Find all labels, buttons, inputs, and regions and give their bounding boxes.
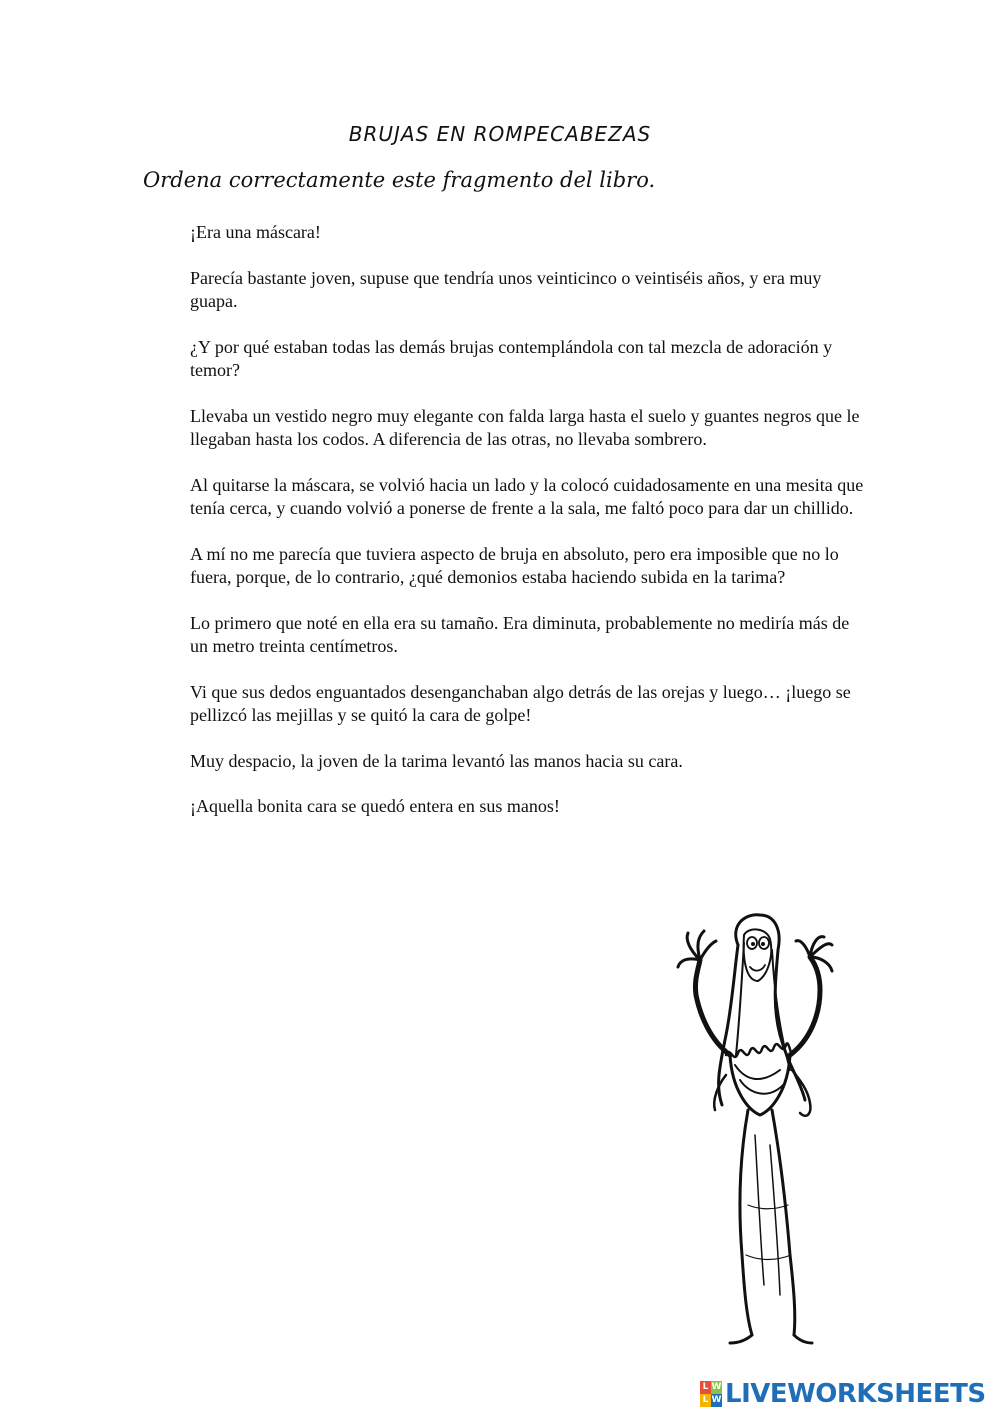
paragraph-10: ¡Aquella bonita cara se quedó entera en sus manos! <box>190 796 560 816</box>
liveworksheets-mark-icon <box>700 1381 722 1407</box>
witch-drawing-icon <box>660 905 870 1350</box>
paragraph-1: ¡Era una máscara! <box>190 222 321 242</box>
paragraph-2: Parecía bastante joven, supuse que tendría unos veinticinco o veintiséis años, y era muy guapa. <box>190 267 822 311</box>
paragraph-7: Lo primero que noté en ella era su tamaño. Era diminuta, probablemente no mediría más de un metro treinta centímetros. <box>190 612 850 656</box>
paragraph-5: Al quitarse la máscara, se volvió hacia un lado y la colocó cuidadosamente en una mesita que tenía cerca, y cuando volvió a ponerse de frente a la sala, me faltó poco para dar un chillido. <box>190 474 864 518</box>
paragraph-9: Muy despacio, la joven de la tarima levantó las manos hacia su cara. <box>190 750 683 771</box>
instruction-text: Ordena correctamente este fragmento del libro. <box>143 168 656 192</box>
logo-mark-cell: L <box>700 1394 711 1407</box>
page-title: BRUJAS EN ROMPECABEZAS <box>348 122 652 146</box>
paragraph-3: ¿Y por qué estaban todas las demás brujas contemplándola con tal mezcla de adoración y temor? <box>190 336 833 380</box>
logo-mark-cell: L <box>700 1381 711 1394</box>
logo-mark-cell: W <box>711 1395 722 1405</box>
paragraph-4: Llevaba un vestido negro muy elegante con falda larga hasta el suelo y guantes negros que le llegaban hasta los codos. A diferencia de las otras, no llevaba sombrero. <box>190 405 860 449</box>
logo-text: LIVEWORKSHEETS <box>725 1379 986 1409</box>
paragraph-6: A mí no me parecía que tuviera aspecto de bruja en absoluto, pero era imposible que no lo fuera, porque, de lo contrario, ¿qué demonios estaba haciendo subida en la tarima? <box>190 543 839 587</box>
logo-mark-cell: W <box>711 1382 722 1392</box>
paragraph-list <box>190 221 870 841</box>
paragraph-8: Vi que sus dedos enguantados desenganchaban algo detrás de las orejas y luego… ¡luego se pellizcó las mejillas y se quitó la cara de golpe! <box>190 681 851 725</box>
liveworksheets-logo[interactable] <box>700 1378 986 1410</box>
